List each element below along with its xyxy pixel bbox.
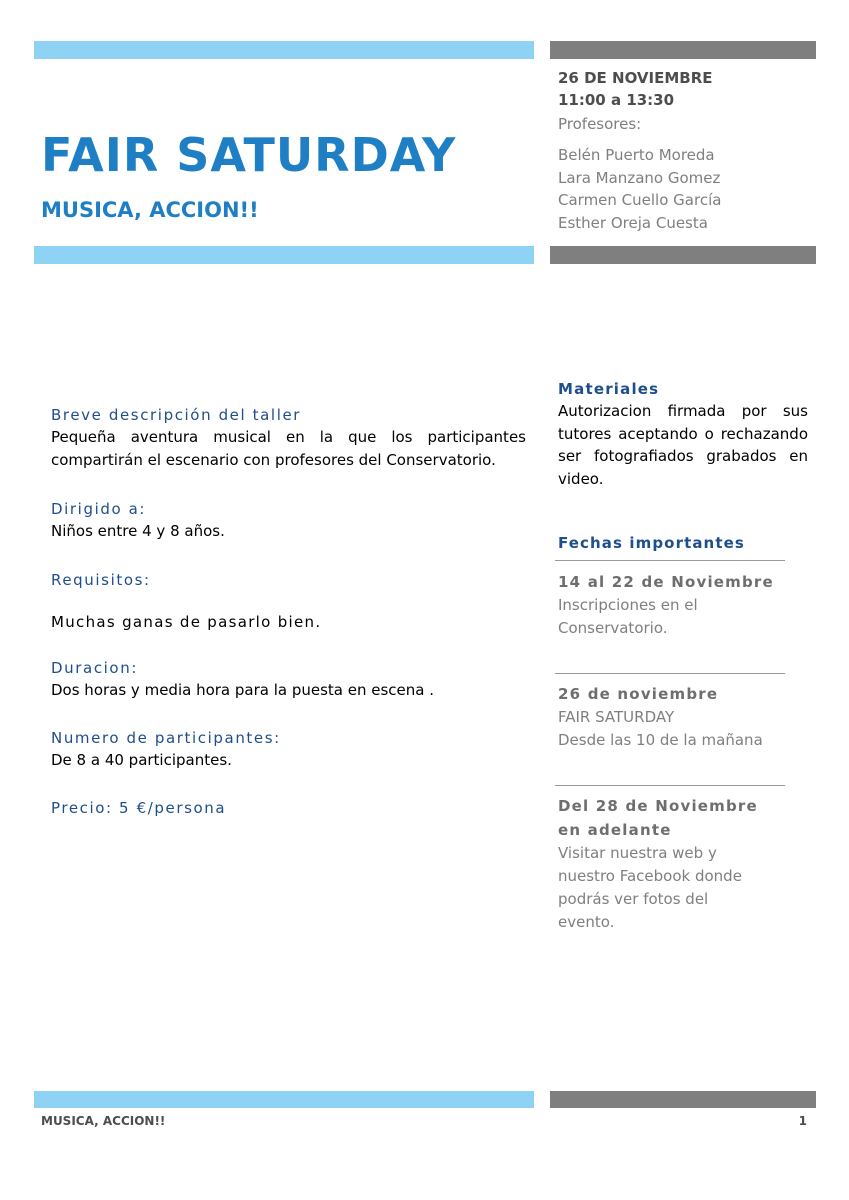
date-event-title: 26 de noviembre xyxy=(558,685,719,703)
requirements-body: Muchas ganas de pasarlo bien. xyxy=(51,612,322,631)
date-event-line: FAIR SATURDAY xyxy=(558,708,675,726)
audience-heading: Dirigido a: xyxy=(51,500,147,518)
professors-list xyxy=(558,144,818,234)
date-event-title: Del 28 de Noviembre xyxy=(558,797,758,815)
date-event xyxy=(558,794,784,934)
page-number: 1 xyxy=(798,1114,807,1128)
event-time: 11:00 a 13:30 xyxy=(558,91,675,109)
date-event xyxy=(558,570,784,640)
important-dates-heading: Fechas importantes xyxy=(558,534,745,552)
professor-name: Belén Puerto Moreda xyxy=(558,146,715,164)
page-subtitle: MUSICA, ACCION!! xyxy=(41,198,259,222)
duration-body: Dos horas y media hora para la puesta en escena . xyxy=(51,681,435,699)
workshop-details xyxy=(51,404,526,819)
header-top-gray-bar xyxy=(550,41,816,59)
date-event-title: en adelante xyxy=(558,821,672,839)
divider xyxy=(555,673,785,674)
date-event-line: Inscripciones en el xyxy=(558,596,698,614)
footer-blue-bar xyxy=(34,1091,534,1108)
price-heading: Precio: 5 €/persona xyxy=(51,799,227,817)
date-event-title: 14 al 22 de Noviembre xyxy=(558,573,774,591)
audience-body: Niños entre 4 y 8 años. xyxy=(51,522,225,540)
header-bottom-blue-bar xyxy=(34,246,534,264)
professor-name: Esther Oreja Cuesta xyxy=(558,213,708,232)
professor-name: Lara Manzano Gomez xyxy=(558,168,721,187)
footer-gray-bar xyxy=(550,1091,816,1108)
materials-section xyxy=(558,378,808,490)
footer-title: MUSICA, ACCION!! xyxy=(41,1114,166,1128)
important-dates-heading-wrap xyxy=(558,532,784,554)
date-event-line: nuestro Facebook donde xyxy=(558,867,742,885)
date-event-line: Desde las 10 de la mañana xyxy=(558,731,763,749)
materials-heading: Materiales xyxy=(558,380,660,398)
date-event xyxy=(558,682,784,752)
materials-body: Autorizacion firmada por sus tutores aceptando o rechazando ser fotografiados grabados en video. xyxy=(558,402,808,488)
duration-heading: Duracion: xyxy=(51,659,138,677)
requirements-heading: Requisitos: xyxy=(51,570,151,589)
divider xyxy=(555,560,785,561)
professors-label: Profesores: xyxy=(558,115,642,133)
description-body: Pequeña aventura musical en la que los participantes compartirán el escenario con profesores del Conservatorio. xyxy=(51,428,526,469)
participants-heading: Numero de participantes: xyxy=(51,728,281,747)
page-title: FAIR SATURDAY xyxy=(41,128,457,182)
date-event-line: Conservatorio. xyxy=(558,619,668,637)
description-heading: Breve descripción del taller xyxy=(51,406,302,424)
event-info xyxy=(558,67,818,234)
date-event-line: Visitar nuestra web y xyxy=(558,844,717,862)
divider xyxy=(555,785,785,786)
date-event-line: podrás ver fotos del xyxy=(558,890,709,908)
participants-body: De 8 a 40 participantes. xyxy=(51,750,232,769)
header-bottom-gray-bar xyxy=(550,246,816,264)
event-date: 26 DE NOVIEMBRE xyxy=(558,69,713,87)
professor-name: Carmen Cuello García xyxy=(558,191,722,209)
date-event-line: evento. xyxy=(558,913,615,931)
header-top-blue-bar xyxy=(34,41,534,59)
